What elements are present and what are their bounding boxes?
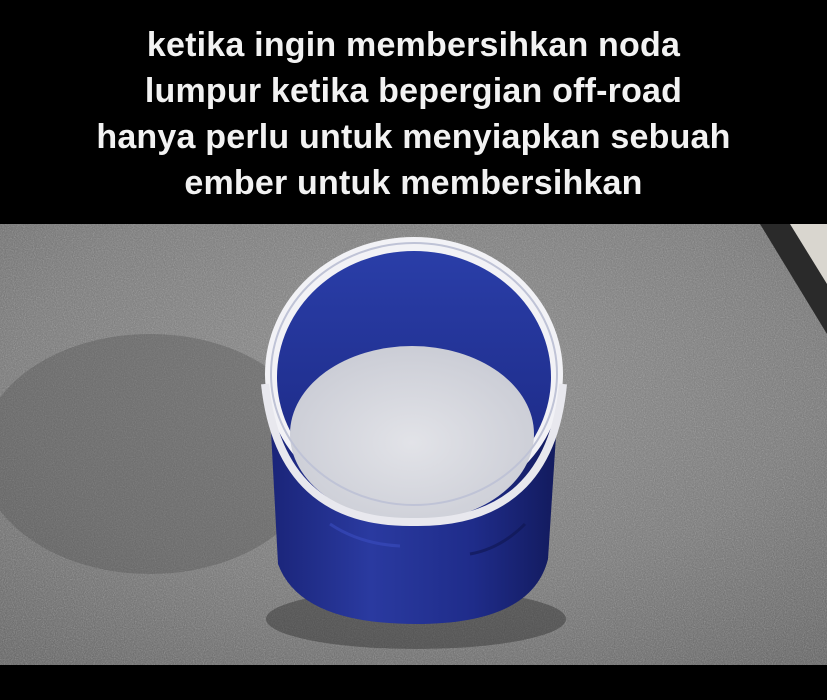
- bucket-photo: [0, 224, 827, 665]
- photo-scene: [0, 224, 827, 665]
- caption-line-2: lumpur ketika bepergian off-road: [144, 72, 683, 110]
- caption-line-4: ember untuk membersihkan: [184, 164, 643, 202]
- caption-line-1: ketika ingin membersihkan noda: [146, 26, 681, 64]
- caption-line-3: hanya perlu untuk menyiapkan sebuah: [96, 118, 731, 156]
- subtitle-caption: [0, 0, 827, 224]
- bucket-water: [290, 346, 534, 522]
- bottom-letterbox: [0, 665, 827, 700]
